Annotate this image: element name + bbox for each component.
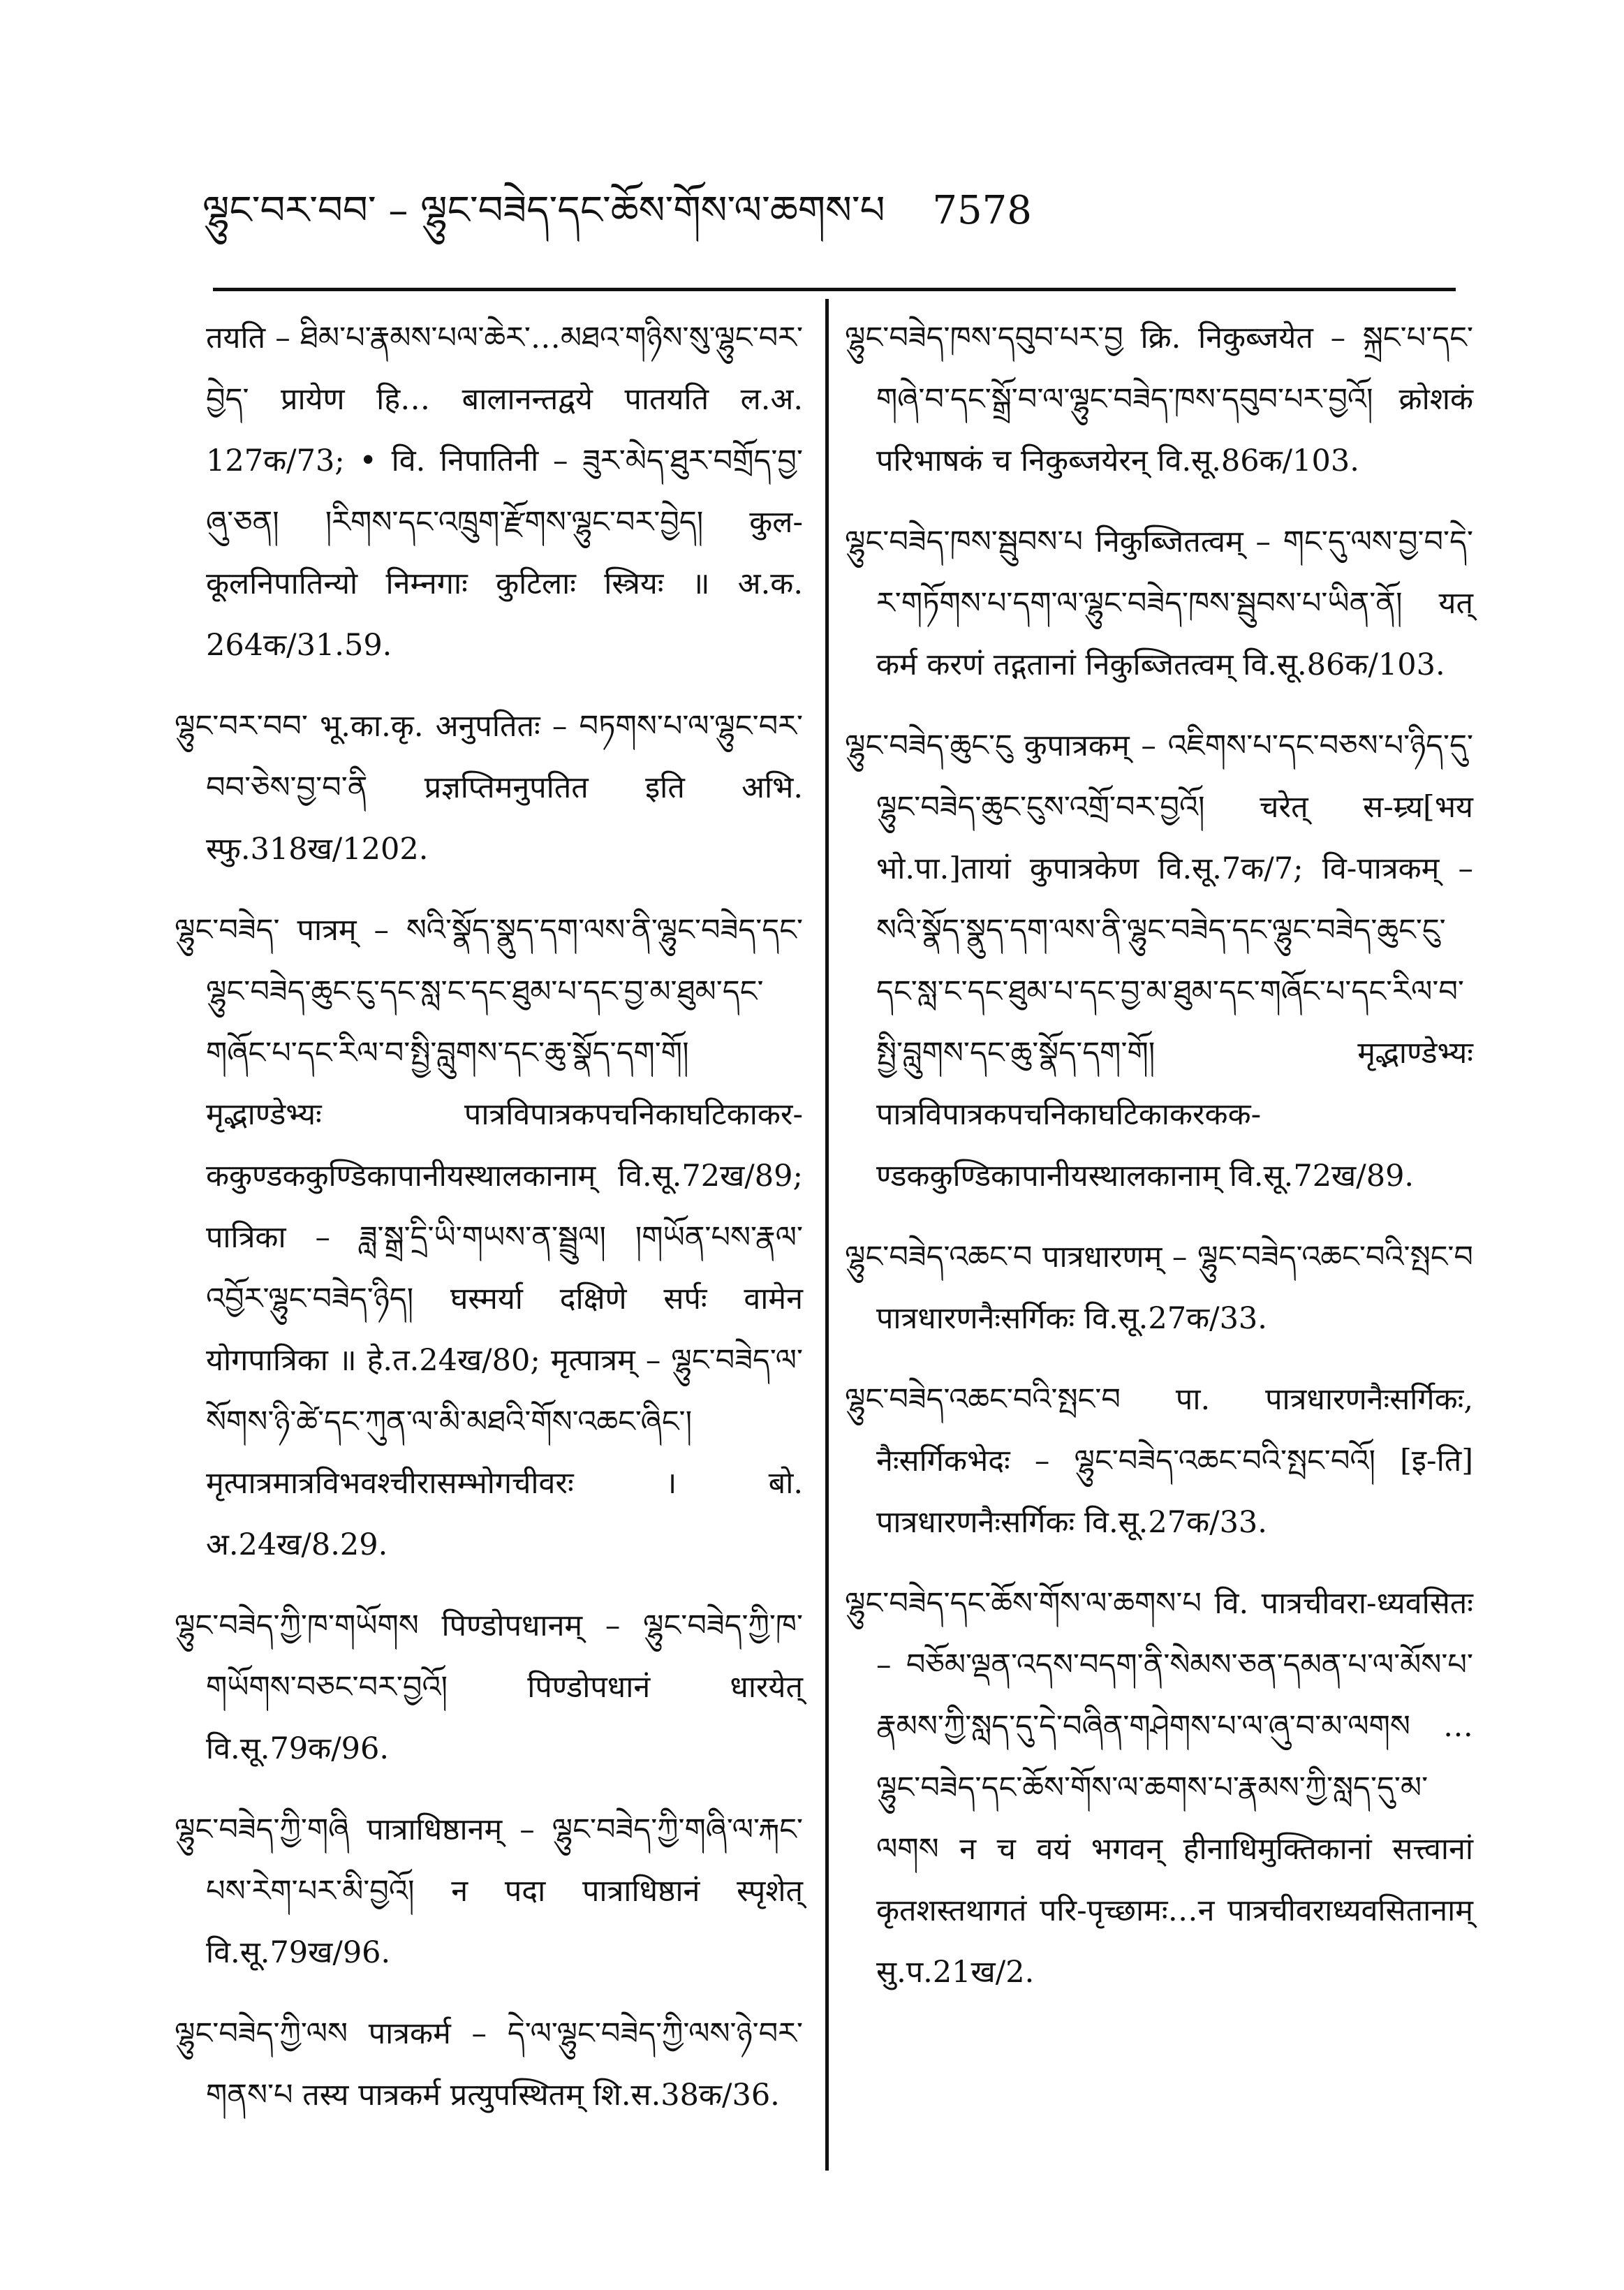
dictionary-entry [175, 1799, 803, 1983]
entry-headword: ལྷུང་བཟེད་ཆུང་ངུ [845, 728, 1024, 763]
left-column [175, 307, 803, 2145]
dictionary-entry [175, 1595, 803, 1779]
dictionary-entry [845, 1573, 1473, 2003]
dictionary-entry [845, 715, 1473, 1207]
entry-body: पा. पात्रधारणनैःसर्गिकः, नैःसर्गिकभेदः – ལྷུང་བཟེད་འཆང་བའི་སྤང་བའོ། [इ-ति] पात्रधारणनैःसर्गिकः वि.सू.27क/33. [876, 1382, 1474, 1540]
dictionary-entry [175, 307, 803, 676]
entry-headword: ལྷུང་བཟེད་ཁས་དབུབ་པར་བྱ [845, 321, 1141, 355]
dictionary-entry [175, 696, 803, 880]
entry-headword: ལྷུང་བཟེད་དང་ཆོས་གོས་ལ་ཆགས་པ [845, 1586, 1215, 1621]
entry-body: पिण्डोपधानम् – ལྷུང་བཟེད་ཀྱི་ཁ་གཡོགས་བཅང་བར་བྱའོ། पिण्डोपधानं धारयेत् वि.सू.79क/96. [206, 1608, 803, 1766]
entry-body: तयति – ཐིམ་པ་རྣམས་པལ་ཆེར་…མཐའ་གཉིས་སུ་ལྷུང་བར་བྱེད་ प्रायेण हि… बालानन्तद्वये पातयति ल.अ. 127क/73; • वि. निपातिनी – ཟུར་མེད་ཐུར་བགྲོད་བྱ་ཞུ་ཅན། །རིགས་དང་འཁྲུག་རྫོགས་ལྷུང་བར་བྱེད། कुल-कूलनिपातिन्यो निम्नगाः कुटिलाः स्त्रियः ॥ अ.क. 264क/31.59. [206, 321, 803, 663]
dictionary-entry [845, 307, 1473, 492]
entry-body: कुपात्रकम् – འཇིགས་པ་དང་བཅས་པ་ཉིད་དུ་ལྷུང་བཟེད་ཆུང་ངུས་འགྲོ་བར་བྱའོ། चरेत् स-म्र्य[भय भो.पा.]तायां कुपात्रकेण वि.सू.7क/7; वि-पात्रकम् – སའི་སྣོད་སྣུད་དག་ལས་ནི་ལྷུང་བཟེད་དང་ལྷུང་བཟེད་ཆུང་ངུ་དང་སླ་ང་དང་ཐུམ་པ་དང་བྱ་མ་ཐུམ་དང་གཞོང་པ་དང་རིལ་བ་སྤྱི་བླུགས་དང་ཆུ་སྣོད་དག་གོ། मृद्भाण्डेभ्यः पात्रविपात्रकपचनिकाघटिकाकरकक-ण्डककुण्डिकापानीयस्थालकानाम् वि.सू.72ख/89. [876, 728, 1473, 1194]
dictionary-entry [845, 1226, 1473, 1349]
entry-body: क्रि. निकुब्जयेत – སྐྲང་པ་དང་གཞེ་བ་དང་སྒྲོ་བ་ལ་ལྷུང་བཟེད་ཁས་དབུབ་པར་བྱའོ། क्रोशकं परिभाषकं च निकुब्जयेरन् वि.सू.86क/103. [876, 321, 1473, 478]
entry-body: पात्रधारणम् – ལྷུང་བཟེད་འཆང་བའི་སྤང་བ पात्रधारणनैःसर्गिकः वि.सू.27क/33. [876, 1240, 1473, 1336]
entry-headword: ལྷུང་བཟེད་ཀྱི་ཁ་གཡོགས [175, 1608, 442, 1643]
dictionary-entry [175, 900, 803, 1576]
entry-headword: ལྷུང་བཟེད་ [175, 913, 297, 948]
entry-headword: ལྷུང་བཟེད་འཆང་བ [845, 1240, 1043, 1275]
running-header [202, 183, 1250, 239]
dictionary-entry [845, 511, 1473, 696]
entry-body: पात्रम् – སའི་སྣོད་སྣུད་དག་ལས་ནི་ལྷུང་བཟེད་དང་ལྷུང་བཟེད་ཆུང་ངུ་དང་སླ་ང་དང་ཐུམ་པ་དང་བྱ་མ་ཐུམ་དང་གཞོང་པ་དང་རིལ་བ་སྤྱི་བླུགས་དང་ཆུ་སྣོད་དག་གོ། मृद्भाण्डेभ्यः पात्रविपात्रकपचनिकाघटिकाकर-ककुण्डककुण्डिकापानीयस्थालकानाम् वि.सू.72ख/89; पात्रिका – ཟླ་སྒྲ་དྲི་ཡི་གཡས་ན་སྦྲུལ། །གཡོན་པས་རྣལ་འབྱོར་ལྷུང་བཟེད་ཉིད། घस्मर्या दक्षिणे सर्पः वामेन योगपात्रिका ॥ हे.त.24ख/80; मृत्पात्रम् – ལྷུང་བཟེད་ལ་སོགས་ཉི་ཚེ་དང་ཀུན་ལ་མི་མཐའི་གོས་འཆང་ཞིང་། मृत्पात्रमात्रविभवश्चीरासम्भोगचीवरः । बो. अ.24ख/8.29. [206, 913, 803, 1562]
right-column [845, 307, 1473, 2023]
entry-body: निकुब्जितत्वम् – གང་དུ་ལས་བྱ་བ་དེ་ར་གཏོགས་པ་དག་ལ་ལྷུང་བཟེད་ཁས་སྦུབས་པ་ཡིན་ནོ། यत् कर्म करणं तद्गतानां निकुब्जितत्वम् वि.सू.86क/103. [876, 524, 1473, 682]
entry-headword: ལྷུང་བཟེད་ཀྱི་ལས [175, 2016, 369, 2051]
dictionary-entry [845, 1369, 1473, 1553]
page-number: 7578 [932, 188, 1032, 233]
entry-headword: ལྷུང་བཟེད་ཁས་སྦུབས་པ [845, 524, 1095, 559]
entry-body: पात्रकर्म – དེ་ལ་ལྷུང་བཟེད་ཀྱི་ལས་ཉེ་བར་གནས་པ तस्य पात्रकर्म प्रत्युपस्थितम् शि.स.38क/36. [206, 2016, 803, 2113]
entry-body: वि. पात्रचीवरा-ध्यवसितः – བཅོམ་ལྡན་འདས་བདག་ནི་སེམས་ཅན་དམན་པ་ལ་མོས་པ་རྣམས་ཀྱི་སླད་དུ་དེ་བཞིན་གཤེགས་པ་ལ་ཞུ་བ་མ་ལགས … ལྷུང་བཟེད་དང་ཆོས་གོས་ལ་ཆགས་པ་རྣམས་ཀྱི་སླད་དུ་མ་ལགས न च वयं भगवन् हीनाधिमुक्तिकानां सत्त्वानां कृतशस्तथागतं परि-पृच्छामः…न पात्रचीवराध्यवसितानाम् सु.प.21ख/2. [876, 1586, 1473, 1990]
header-title: ལྷུང་བར་བབ་ – ལྷུང་བཟེད་དང་ཆོས་གོས་ལ་ཆགས་པ [202, 188, 885, 233]
dictionary-entry [175, 2003, 803, 2126]
entry-headword: ལྷུང་བཟེད་ཀྱི་གཞི [175, 1812, 367, 1847]
entry-body: पात्राधिष्ठानम् – ལྷུང་བཟེད་ཀྱི་གཞི་ལ་རྐང་པས་རེག་པར་མི་བྱའོ། न पदा पात्राधिष्ठानं स्पृशेत् वि.सू.79ख/96. [206, 1812, 803, 1970]
column-divider [825, 299, 829, 2171]
entry-body: भू.का.कृ. अनुपतितः – བཏགས་པ་ལ་ལྷུང་བར་བབ་ཅེས་བྱ་བ་ནི प्रज्ञप्तिमनुपतित इति अभि. स्फु.318ख/1202. [206, 709, 803, 867]
entry-headword: ལྷུང་བར་བབ་ [175, 709, 320, 744]
header-rule [213, 288, 1456, 291]
entry-headword: ལྷུང་བཟེད་འཆང་བའི་སྤང་བ [845, 1382, 1176, 1417]
